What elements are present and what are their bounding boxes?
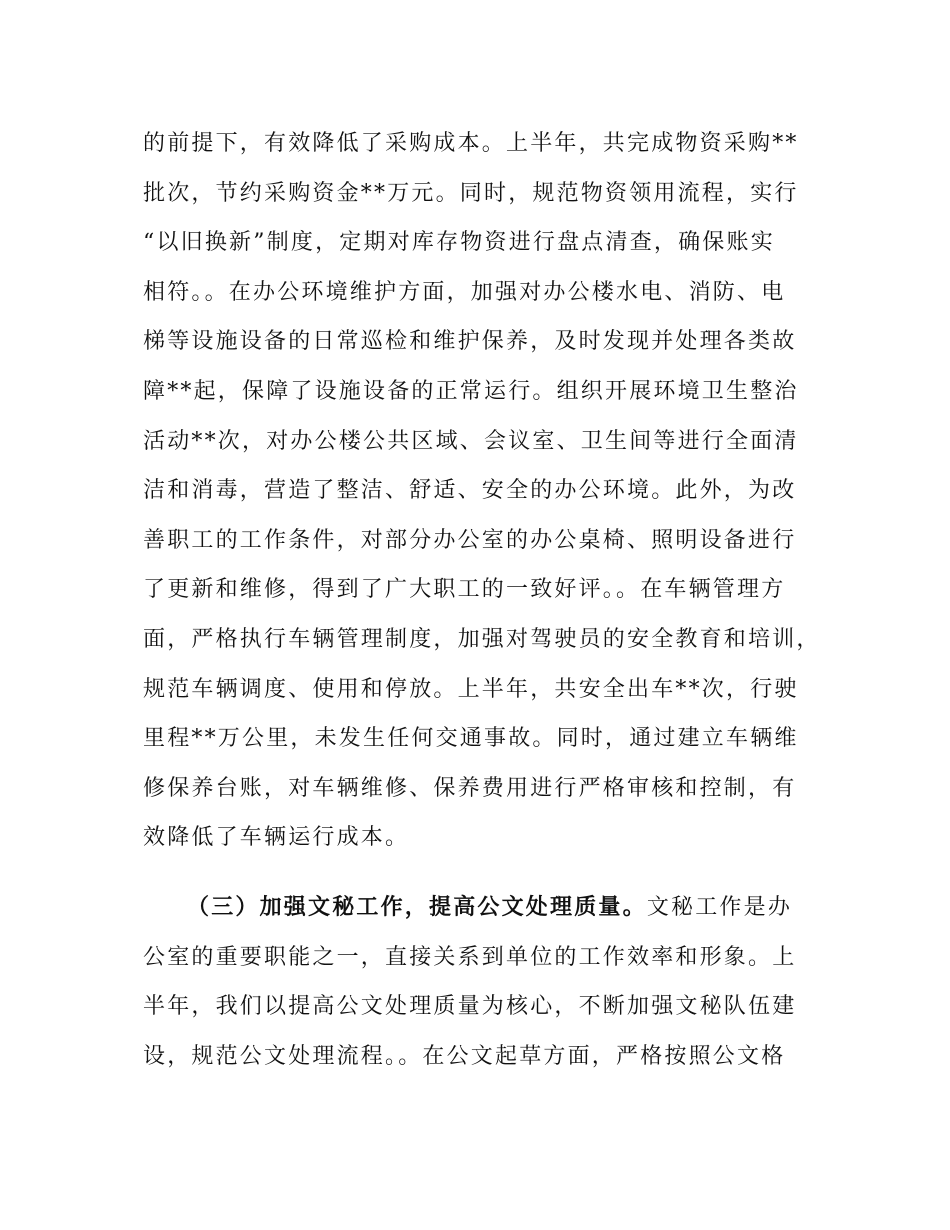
paragraph-line: 规范车辆调度、使用和停放。上半年，共安全出车**次，行驶 [143, 676, 799, 702]
paragraph-line: 修保养台账，对车辆维修、保养费用进行严格审核和控制，有 [143, 775, 797, 801]
paragraph-general-affairs [143, 119, 821, 863]
paragraph-line: 里程**万公里，未发生任何交通事故。同时，通过建立车辆维 [143, 726, 799, 752]
paragraph-line: 善职工的工作条件，对部分办公室的办公桌椅、照明设备进行 [143, 527, 797, 553]
paragraph-line: 活动**次，对办公楼公共区域、会议室、卫生间等进行全面清 [143, 428, 799, 454]
paragraph-secretarial-work [143, 883, 815, 1081]
paragraph-line: 相符。。在办公环境维护方面，加强对办公楼水电、消防、电 [143, 279, 786, 305]
paragraph-line: 公室的重要职能之一，直接关系到单位的工作效率和形象。上 [143, 944, 797, 970]
paragraph-line: 了更新和维修，得到了广大职工的一致好评。。在车辆管理方 [143, 577, 786, 603]
paragraph-line: 效降低了车辆运行成本。 [143, 825, 410, 851]
paragraph-line: 的前提下，有效降低了采购成本。上半年，共完成物资采购** [143, 131, 799, 156]
paragraph-line: 洁和消毒，营造了整洁、舒适、安全的办公环境。此外，为改 [143, 478, 797, 504]
paragraph-line: 批次，节约采购资金**万元。同时，规范物资领用流程，实行 [143, 180, 799, 206]
section-heading: （三）加强文秘工作，提高公文处理质量。 [187, 895, 647, 920]
paragraph-text-run: 文秘工作是办 [646, 895, 793, 920]
paragraph-line: “以旧换新”制度，定期对库存物资进行盘点清查，确保账实 [143, 230, 775, 256]
paragraph-line: 半年，我们以提高公文处理质量为核心，不断加强文秘队伍建 [143, 994, 797, 1020]
paragraph-line: 设，规范公文处理流程。。在公文起草方面，严格按照公文格 [143, 1043, 786, 1069]
paragraph-line: 面，严格执行车辆管理制度，加强对驾驶员的安全教育和培训， [143, 626, 821, 652]
paragraph-line: 梯等设施设备的日常巡检和维护保养，及时发现并处理各类故 [143, 329, 797, 355]
paragraph-line: 障**起，保障了设施设备的正常运行。组织开展环境卫生整治 [143, 378, 799, 404]
paragraph-first-line [143, 883, 815, 933]
